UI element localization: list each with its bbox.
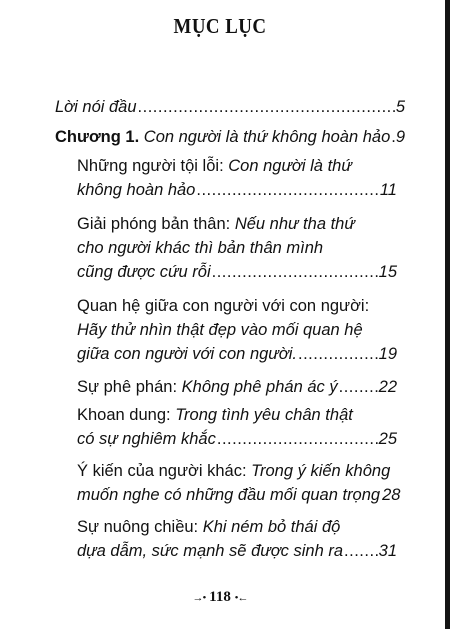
toc-line xyxy=(77,515,397,539)
toc-page-number: 25 xyxy=(378,430,397,448)
toc-entry-title: cho người khác thì bản thân mình xyxy=(77,239,324,257)
toc-entry-preface xyxy=(55,95,405,119)
leader-dots xyxy=(298,342,378,366)
toc-entry-title: Hãy thử nhìn thật đẹp vào mối quan hệ xyxy=(77,321,363,339)
toc-line xyxy=(77,483,401,507)
toc-entry-indulgence xyxy=(77,515,397,563)
toc-line xyxy=(77,294,397,318)
leader-dots xyxy=(212,260,378,284)
page-footer xyxy=(0,589,440,606)
leader-dots xyxy=(217,427,378,451)
toc-entry-title: muốn nghe có những đầu mối quan trọng xyxy=(77,486,381,504)
toc-entry-criticism xyxy=(77,375,397,399)
leader-dots xyxy=(391,125,395,149)
toc-line xyxy=(77,375,397,399)
toc-entry-title: không hoàn hảo xyxy=(77,181,196,199)
leader-dots xyxy=(138,95,395,119)
toc-entry-title: Không phê phán ác ý xyxy=(181,378,338,396)
toc-line xyxy=(77,178,397,202)
toc-entry-liberation xyxy=(77,212,397,284)
toc-line xyxy=(77,154,397,178)
toc-line xyxy=(77,427,397,451)
toc-entry-chapter-1 xyxy=(55,125,405,149)
toc-entry-lead: Ý kiến của người khác: xyxy=(77,462,247,480)
toc-line xyxy=(77,318,397,342)
ornament-right-icon: •← xyxy=(234,592,248,604)
toc-entry-title: Lời nói đầu xyxy=(55,98,137,116)
toc-line xyxy=(77,342,397,366)
ornament-left-icon: →• xyxy=(192,592,206,604)
toc-line xyxy=(55,95,405,119)
page-number: 118 xyxy=(209,589,231,605)
toc-line xyxy=(77,403,397,427)
leader-dots xyxy=(339,375,378,399)
toc-entry-lead: Sự nuông chiều: xyxy=(77,518,199,536)
toc-entry-title: dựa dẫm, sức mạnh sẽ được sinh ra xyxy=(77,542,344,560)
toc-entry-title: cũng được cứu rỗi xyxy=(77,263,211,281)
toc-entry-title: Khi ném bỏ thái độ xyxy=(202,518,341,536)
toc-page-number: 9 xyxy=(395,128,405,146)
toc-entry-title: Trong ý kiến không xyxy=(251,462,391,480)
toc-entry-relationships xyxy=(77,294,397,366)
toc-entry-title: giữa con người với con người. xyxy=(77,345,297,363)
toc-line xyxy=(77,236,397,260)
leader-dots xyxy=(196,178,378,202)
toc-page-number: 19 xyxy=(378,345,397,363)
toc-entry-lead: Khoan dung: xyxy=(77,406,171,424)
toc-page-number: 15 xyxy=(378,263,397,281)
leader-dots xyxy=(344,539,378,563)
toc-entry-lead: Sự phê phán: xyxy=(77,378,178,396)
toc-entry-title: có sự nghiêm khắc xyxy=(77,430,216,448)
chapter-label: Chương 1. xyxy=(55,128,140,146)
toc-entry-title: Con người là thứ không hoàn hảo xyxy=(143,128,391,146)
toc-line xyxy=(77,459,397,483)
toc-line xyxy=(77,539,397,563)
page-title: MỤC LỤC xyxy=(173,14,267,38)
toc-page-number: 11 xyxy=(379,181,397,199)
toc-line xyxy=(55,125,405,149)
toc-line xyxy=(77,260,397,284)
toc-entry-lead: Quan hệ giữa con người với con người: xyxy=(77,297,370,315)
toc-entry-title: Nếu như tha thứ xyxy=(234,215,355,233)
toc-entry-lead: Những người tội lỗi: xyxy=(77,157,224,175)
toc-line xyxy=(77,212,397,236)
toc-page-number: 22 xyxy=(378,378,397,396)
toc-entry-others-opinion xyxy=(77,459,401,507)
toc-page-number: 31 xyxy=(378,542,397,560)
toc-entry-tolerance xyxy=(77,403,397,451)
toc-page-number: 5 xyxy=(395,98,405,116)
toc-entry-title: Con người là thứ xyxy=(228,157,352,175)
toc-entry-sinners xyxy=(77,154,397,202)
toc-entry-title: Trong tình yêu chân thật xyxy=(175,406,353,424)
toc-page-number: 28 xyxy=(382,486,401,504)
toc-entry-lead: Giải phóng bản thân: xyxy=(77,215,231,233)
